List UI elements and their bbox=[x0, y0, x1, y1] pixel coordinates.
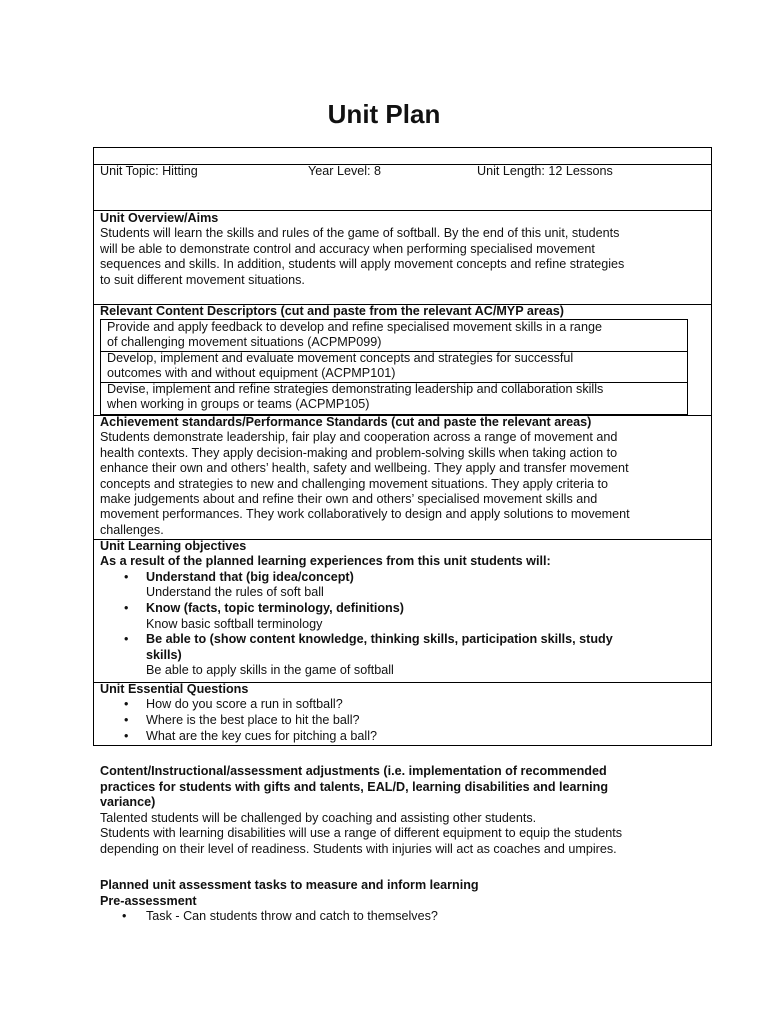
assessment-subheading: Pre-assessment bbox=[100, 893, 197, 908]
objective-item bbox=[100, 601, 705, 632]
bullet-icon: • bbox=[122, 909, 127, 923]
descriptor-item bbox=[101, 382, 687, 415]
overview-line: to suit different movement situations. bbox=[100, 272, 305, 287]
objective-detail: Understand the rules of soft ball bbox=[146, 585, 324, 600]
assessment-item bbox=[100, 909, 710, 925]
standards-line: health contexts. They apply decision-making and problem-solving skills when taking action to bbox=[100, 445, 618, 460]
assessment-section bbox=[100, 878, 710, 925]
overview-heading: Unit Overview/Aims bbox=[100, 211, 219, 225]
questions-list bbox=[100, 697, 705, 744]
questions-heading: Unit Essential Questions bbox=[100, 682, 249, 696]
assessment-list bbox=[100, 909, 710, 925]
objective-label-cont: skills) bbox=[146, 647, 182, 662]
question-item bbox=[100, 729, 705, 745]
overview-line: sequences and skills. In addition, students will apply movement concepts and refine strategies bbox=[100, 257, 625, 272]
descriptors-row bbox=[94, 304, 711, 416]
objectives-row bbox=[94, 539, 711, 683]
question-text: What are the key cues for pitching a ball? bbox=[146, 728, 378, 743]
standards-line: concepts and strategies to new and challenging movement situations. They apply criteria to bbox=[100, 476, 609, 491]
standards-row bbox=[94, 415, 711, 540]
assessment-heading: Planned unit assessment tasks to measure and inform learning bbox=[100, 878, 479, 892]
overview-line: will be able to demonstrate control and accuracy when performing specialised movement bbox=[100, 241, 595, 256]
adjustments-heading: Content/Instructional/assessment adjustments (i.e. implementation of recommended bbox=[100, 764, 607, 778]
standards-heading: Achievement standards/Performance Standards (cut and paste the relevant areas) bbox=[100, 415, 592, 429]
descriptor-text: outcomes with and without equipment (ACPMP101) bbox=[107, 366, 396, 381]
overview-line: Students will learn the skills and rules of the game of softball. By the end of this unit, students bbox=[100, 226, 620, 241]
objective-label: Understand that (big idea/concept) bbox=[146, 569, 354, 584]
question-text: How do you score a run in softball? bbox=[146, 697, 343, 712]
objective-label: Know (facts, topic terminology, definitions) bbox=[146, 601, 404, 615]
objective-item bbox=[100, 570, 705, 601]
bullet-icon: • bbox=[124, 697, 129, 712]
bullet-icon: • bbox=[124, 713, 129, 727]
adjustments-line: Talented students will be challenged by coaching and assisting other students. bbox=[100, 810, 537, 825]
descriptor-item bbox=[101, 320, 687, 352]
bullet-icon: • bbox=[124, 728, 129, 743]
standards-line: movement performances. They work collaboratively to design and apply solutions to movement bbox=[100, 507, 630, 522]
descriptors-heading: Relevant Content Descriptors (cut and paste from the relevant AC/MYP areas) bbox=[100, 304, 564, 318]
objective-detail: Be able to apply skills in the game of softball bbox=[146, 663, 394, 678]
objectives-heading: Unit Learning objectives bbox=[100, 539, 247, 553]
descriptors-list bbox=[100, 319, 688, 415]
bullet-icon: • bbox=[124, 601, 129, 615]
descriptor-text: Develop, implement and evaluate movement concepts and strategies for successful bbox=[107, 351, 574, 365]
objectives-list bbox=[100, 570, 705, 679]
page-title: Unit Plan bbox=[327, 99, 441, 129]
adjustments-line: depending on their level of readiness. Students with injuries will act as coaches and umpires. bbox=[100, 841, 617, 856]
table-empty-row bbox=[94, 148, 711, 165]
unit-length: Unit Length: 12 Lessons bbox=[477, 164, 613, 178]
adjustments-heading: practices for students with gifts and talents, EAL/D, learning disabilities and learning bbox=[100, 779, 609, 794]
objectives-subheading: As a result of the planned learning experiences from this unit students will: bbox=[100, 554, 551, 569]
bullet-icon: • bbox=[124, 632, 129, 647]
unit-plan-table bbox=[93, 147, 712, 746]
objective-item bbox=[100, 632, 705, 679]
standards-line: challenges. bbox=[100, 522, 164, 537]
adjustments-line: Students with learning disabilities will use a range of different equipment to equip the students bbox=[100, 826, 623, 840]
overview-row bbox=[94, 210, 711, 305]
descriptor-item bbox=[101, 351, 687, 383]
assessment-text: Task - Can students throw and catch to themselves? bbox=[146, 909, 438, 923]
adjustments-section bbox=[100, 764, 710, 857]
objective-detail: Know basic softball terminology bbox=[146, 616, 323, 631]
standards-line: Students demonstrate leadership, fair play and cooperation across a range of movement and bbox=[100, 430, 618, 445]
unit-header-row bbox=[94, 164, 711, 211]
unit-topic: Unit Topic: Hitting bbox=[100, 164, 198, 178]
adjustments-heading: variance) bbox=[100, 795, 156, 809]
standards-line: enhance their own and others’ health, safety and wellbeing. They apply and transfer movement bbox=[100, 461, 629, 476]
question-item bbox=[100, 713, 705, 729]
standards-line: make judgements about and refine their own and others’ specialised movement skills and bbox=[100, 492, 598, 507]
descriptor-text: Devise, implement and refine strategies demonstrating leadership and collaboration skills bbox=[107, 382, 604, 396]
bullet-icon: • bbox=[124, 569, 129, 584]
question-text: Where is the best place to hit the ball? bbox=[146, 713, 360, 727]
question-item bbox=[100, 697, 705, 713]
year-level: Year Level: 8 bbox=[308, 164, 382, 178]
descriptor-text: Provide and apply feedback to develop and refine specialised movement skills in a range bbox=[107, 320, 602, 334]
descriptor-text: of challenging movement situations (ACPMP099) bbox=[107, 335, 382, 350]
objective-label: Be able to (show content knowledge, thinking skills, participation skills, study bbox=[146, 632, 613, 647]
questions-row bbox=[94, 682, 711, 746]
descriptor-text: when working in groups or teams (ACPMP105) bbox=[107, 397, 370, 412]
